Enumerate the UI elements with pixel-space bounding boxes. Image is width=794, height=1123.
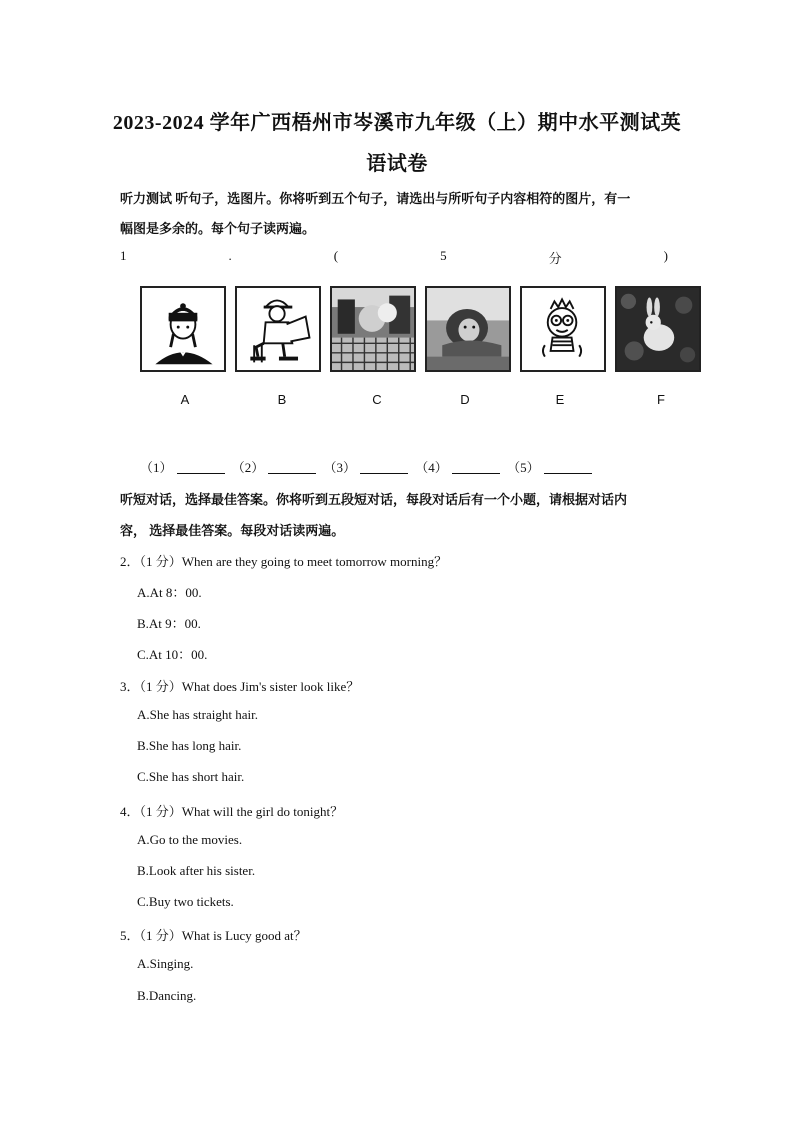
picture-d-lion: [425, 286, 511, 372]
question-2-option-a[interactable]: A.At 8：00.: [137, 585, 202, 600]
question-2-option-b[interactable]: B.At 9：00.: [137, 616, 201, 631]
question-2-option-c[interactable]: C.At 10：00.: [137, 647, 208, 662]
blank-number-1: （1）: [140, 460, 173, 475]
answer-blank-4[interactable]: [452, 473, 500, 474]
picture-label-c: C: [372, 392, 382, 407]
blank-number-5: （5）: [507, 460, 540, 475]
picture-label-d: D: [460, 392, 470, 407]
question-1-paren-open: (: [333, 248, 339, 263]
question-5-option-b[interactable]: B.Dancing.: [137, 988, 197, 1003]
question-4-stem: 4．（1 分）What will the girl do tonight？: [120, 804, 344, 819]
question-5-stem: 5．（1 分）What is Lucy good at？: [120, 928, 307, 943]
section2-instruction-line1: 听短对话，选择最佳答案。你将听到五段短对话，每段对话后有一个小题，请根据对话内: [120, 492, 628, 507]
blank-number-2: （2）: [231, 460, 265, 475]
question-1-number: 1: [120, 248, 127, 263]
picture-row: [140, 286, 703, 376]
question-1-header: [120, 248, 668, 267]
question-3-stem: 3．（1 分）What does Jim's sister look like？: [120, 679, 360, 694]
picture-label-a: A: [180, 392, 190, 407]
section1-instruction-line1: 听力测试 听句子，选图片。你将听到五个句子，请选出与所听句子内容相符的图片，有一: [120, 191, 631, 206]
question-3-option-a[interactable]: A.She has straight hair.: [137, 707, 258, 722]
picture-c-people-photo: [330, 286, 416, 372]
question-1-points: 5: [440, 248, 447, 263]
question-4-option-c[interactable]: C.Buy two tickets.: [137, 894, 234, 909]
question-2-stem: 2．（1 分）When are they going to meet tomorrow morning？: [120, 554, 448, 569]
question-4-option-a[interactable]: A.Go to the movies.: [137, 832, 243, 847]
question-4-option-b[interactable]: B.Look after his sister.: [137, 863, 256, 878]
blank-number-4: （4）: [415, 460, 448, 475]
picture-b-boy-drawing: [235, 286, 321, 372]
picture-label-b: B: [277, 392, 287, 407]
picture-e-boy-glasses: [520, 286, 606, 372]
section2-instruction-line2: 容， 选择最佳答案。每段对话读两遍。: [120, 523, 345, 538]
picture-label-f: F: [657, 392, 665, 407]
picture-f-rabbit: [615, 286, 701, 372]
answer-blanks-row: [140, 457, 596, 476]
answer-blank-3[interactable]: [360, 473, 408, 474]
section1-instruction-line2: 幅图是多余的。每个句子读两遍。: [120, 221, 316, 236]
question-3-option-c[interactable]: C.She has short hair.: [137, 769, 245, 784]
exam-title-line1: 2023-2024 学年广西梧州市岑溪市九年级（上）期中水平测试英: [112, 112, 682, 134]
answer-blank-5[interactable]: [544, 473, 592, 474]
question-3-option-b[interactable]: B.She has long hair.: [137, 738, 242, 753]
answer-blank-2[interactable]: [268, 473, 316, 474]
picture-label-e: E: [555, 392, 565, 407]
answer-blank-1[interactable]: [177, 473, 225, 474]
question-5-option-a[interactable]: A.Singing.: [137, 956, 194, 971]
question-1-dot: .: [228, 248, 232, 263]
picture-a-girl: [140, 286, 226, 372]
question-1-paren-close: ): [663, 248, 668, 263]
exam-title-line2: 语试卷: [366, 153, 428, 175]
blank-number-3: （3）: [323, 460, 357, 475]
question-1-points-unit: 分: [548, 251, 562, 266]
